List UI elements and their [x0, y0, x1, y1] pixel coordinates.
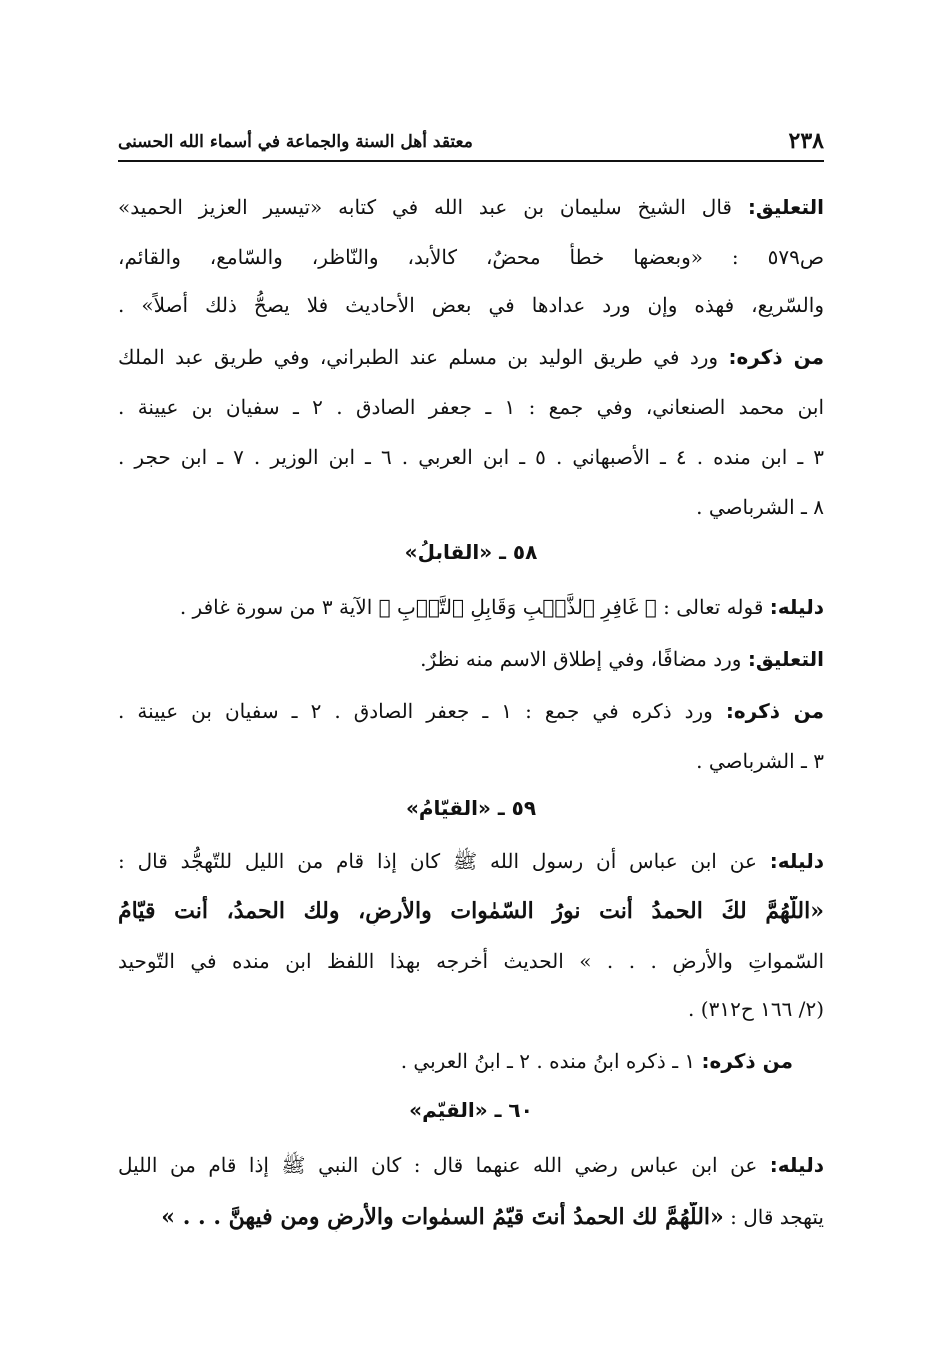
text-line: يتهجد قال : «اللّهُمَّ لك الحمدُ أنتَ قيّمُ السمٰوات والأرضِ ومن فيهنَّ . . . »: [161, 1204, 824, 1230]
text-line: والسّريع، فهذه وإن ورد عدادها في بعض الأحاديث فلا يصحُّ ذلك أصلاً» .: [118, 293, 824, 317]
text-line: من ذكره: ورد في طريق الوليد بن مسلم عند الطبراني، وفي طريق عبد الملك: [118, 345, 824, 369]
text-line: ٣ ـ الشرباصي .: [696, 749, 824, 773]
text-line: دليله: عن ابن عباس أن رسول الله ﷺ كان إذا قام من الليل للتّهجُّد قال :: [118, 849, 824, 873]
text-line: ابن محمد الصنعاني، وفي جمع : ١ ـ جعفر الصادق . ٢ ـ سفيان بن عيينة .: [118, 395, 824, 419]
section-heading: ٥٨ ـ «القابلُ»: [404, 540, 538, 564]
text-line: التعليق: ورد مضافًا، وفي إطلاق الاسم منه نظرٌ.: [420, 647, 824, 671]
section-heading: ٥٩ ـ «القيّامُ»: [405, 796, 537, 820]
text-line: دليله: عن ابن عباس رضي الله عنهما قال : كان النبي ﷺ إذا قام من الليل: [118, 1153, 824, 1177]
text-line: من ذكره: ورد ذكره في جمع : ١ ـ جعفر الصادق . ٢ ـ سفيان بن عيينة .: [118, 699, 824, 723]
running-title: معتقد أهل السنة والجماعة في أسماء الله الحسنى: [118, 132, 473, 152]
text-line: ٨ ـ الشرباصي .: [696, 495, 824, 519]
text-line: (٢/ ١٦٦ ح٣١٢) .: [688, 997, 824, 1021]
page-header: [118, 126, 824, 162]
text-line: من ذكره: ١ ـ ذكره ابنُ منده . ٢ ـ ابنُ العربي .: [400, 1049, 793, 1073]
text-line: السّمواتِ والأرضِ . . . » الحديث أخرجه بهذا اللفظ ابن منده في التّوحيد: [118, 949, 824, 973]
text-line: «اللّهُمَّ لكَ الحمدُ أنت نورُ السّمٰوات والأرضِ، ولك الحمدُ، أنت قيّامُ: [118, 898, 824, 924]
text-line: دليله: قوله تعالى : ﴿ غَافِرِ ٱلذَّنۢبِ وَقَابِلِ ٱلتَّوۡبِ ﴾ الآية ٣ من سورة غافر .: [179, 595, 824, 619]
text-line: ٣ ـ ابن منده . ٤ ـ الأصبهاني . ٥ ـ ابن العربي . ٦ ـ ابن الوزير . ٧ ـ ابن حجر .: [118, 445, 824, 469]
page-number: ٢٣٨: [788, 128, 824, 154]
text-line: التعليق: قال الشيخ سليمان بن عبد الله في كتابه «تيسير العزيز الحميد»: [118, 195, 824, 219]
section-heading: ٦٠ ـ «القيّم»: [409, 1098, 533, 1122]
text-line: ص٥٧٩ : «وبعضها خطأٌ محضٌ، كالأبد، والنّاظر، والسّامع، والقائم،: [118, 245, 824, 269]
